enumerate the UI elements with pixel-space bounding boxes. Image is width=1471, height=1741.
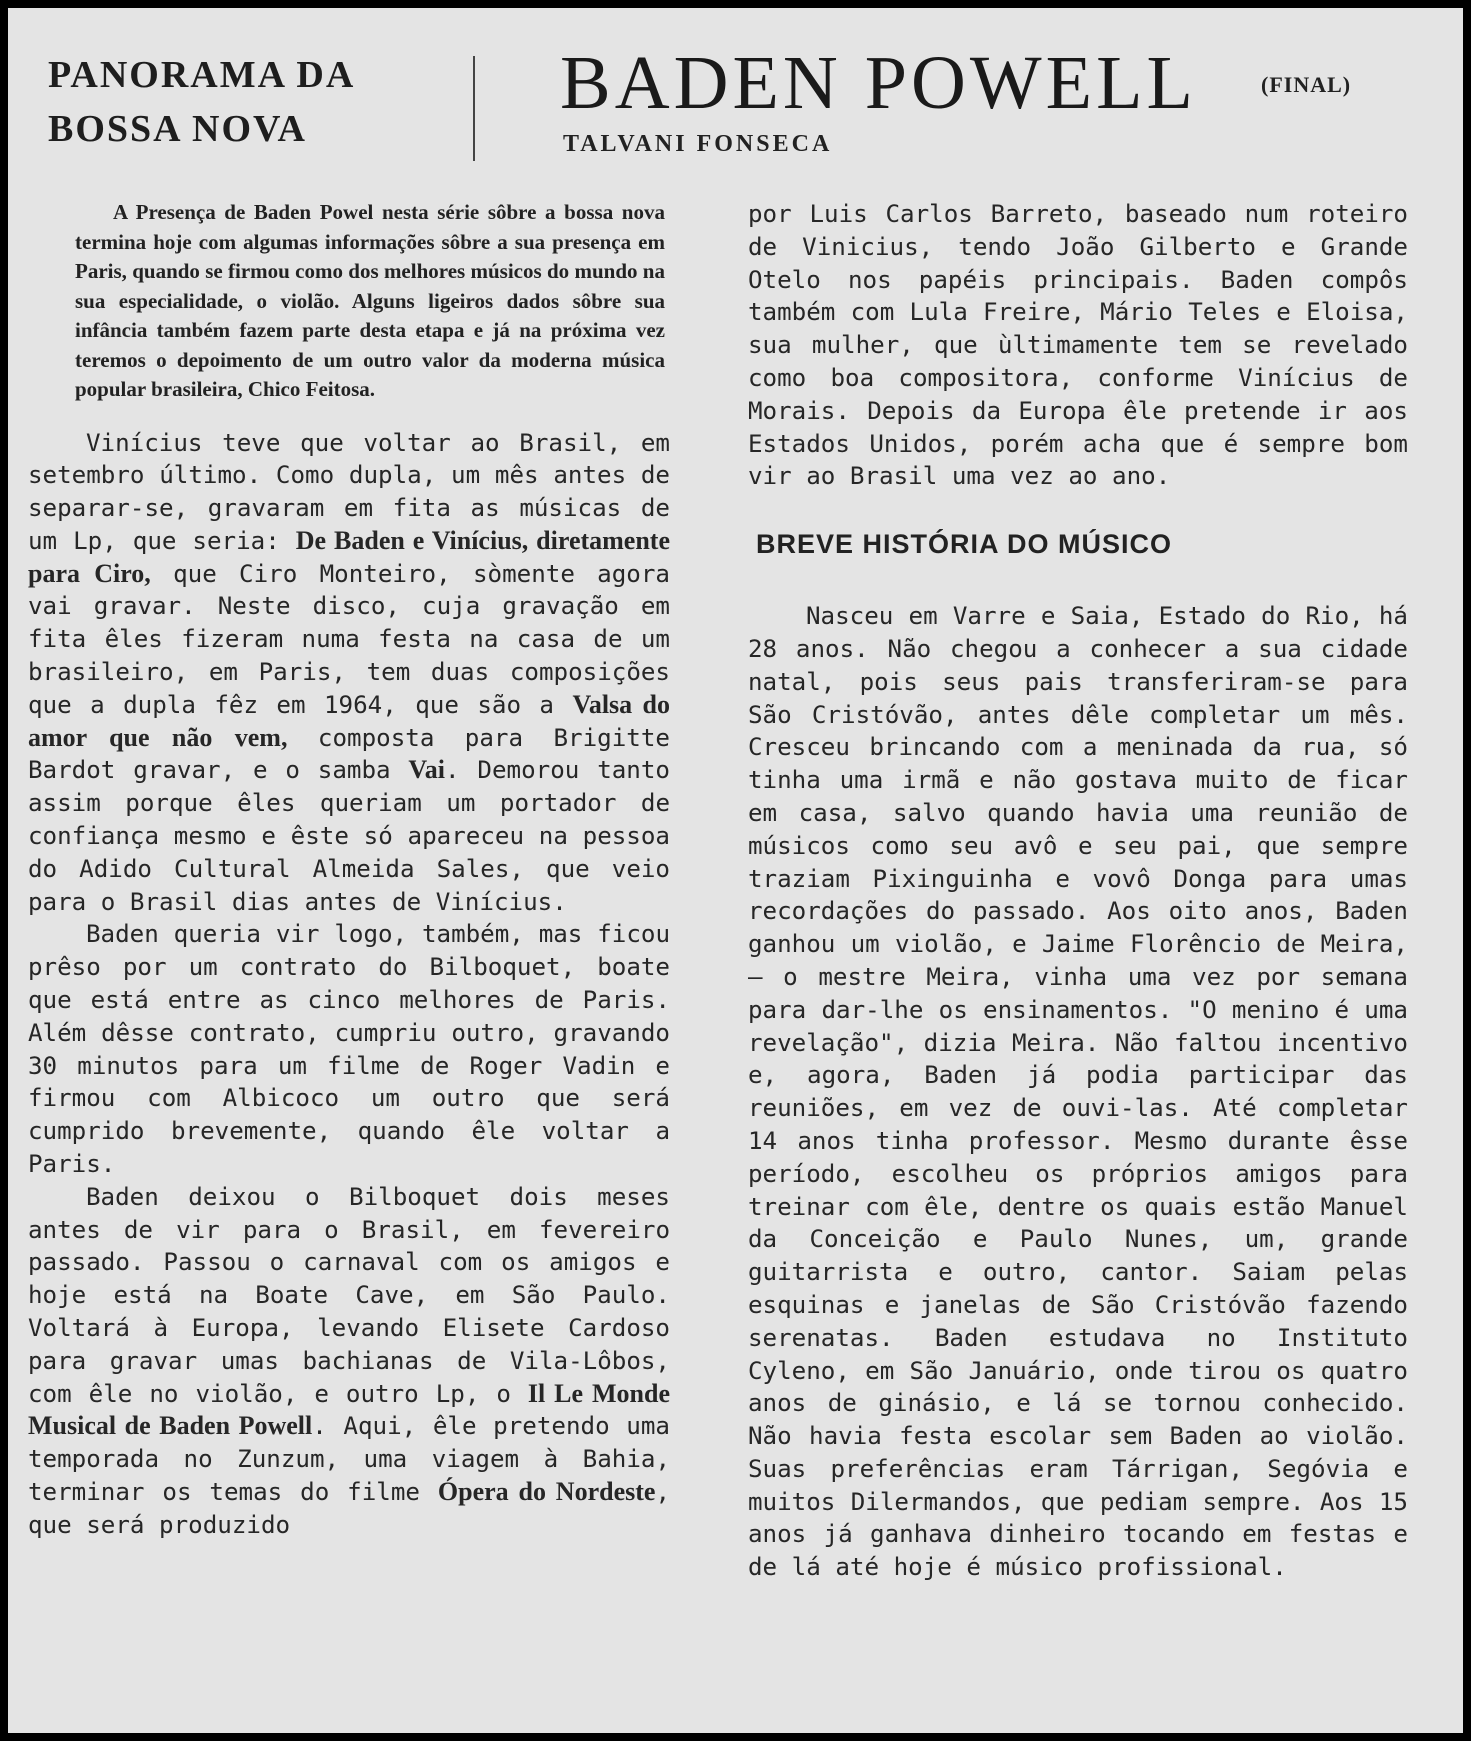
paragraph-2: Baden queria vir logo, também, mas ficou prêso por um contrato do Bilboquet, boate que está entre as cinco melhores de Paris. Além dêsse contrato, cumpriu outro, gravando 30 minutos para um filme de Roger Vadin e firmou com Albicoco um outro que será cumprido brevemente, quando êle voltar a Paris. <box>28 920 670 1179</box>
p3-text-d: , que será produzido <box>28 1478 670 1539</box>
paragraph-1 <box>28 427 670 919</box>
p3-bold-lp: Il Le Monde Musical de Baden Powell <box>28 1378 670 1441</box>
paragraph-3 <box>28 1181 670 1542</box>
series-title-line1: PANORAMA DA <box>48 54 356 96</box>
header-divider <box>473 56 475 161</box>
section-heading: BREVE HISTÓRIA DO MÚSICO <box>756 529 1173 560</box>
intro-paragraph <box>75 198 665 405</box>
paragraph-5: Nasceu em Varre e Saia, Estado do Rio, há 28 anos. Não chegou a conhecer a sua cidade natal, pois seus pais transferiram-se para São Cristóvão, antes dêle completar um mês. Cresceu brincando com a meninada da rua, só tinha uma irmã e não gostava muito de ficar em casa, salvo quando havia uma reunião de músicos como seu avô e seu pai, que sempre traziam Pixinguinha e vovô Donga para umas recordações do passado. Aos oito anos, Baden ganhou um violão, e Jaime Florêncio de Meira, — o mestre Meira, vinha uma vez por semana para dar-lhe os ensinamentos. "O menino é uma revelação", dizia Meira. Não faltou incentivo e, agora, Baden já podia participar das reuniões, em vez de ouvi-las. Até completar 14 anos tinha professor. Mesmo durante êsse período, escolheu os próprios amigos para treinar com êle, dentre os quais estão Manuel da Conceição e Paulo Nunes, um, grande guitarrista e outro, cantor. Saiam pelas esquinas e janelas de São Cristóvão fazendo serenatas. Baden estudava no Instituto Cyleno, em São Januário, onde tirou os quatro anos de ginásio, e lá se tornou conhecido. Não havia festa escolar sem Baden ao violão. Suas preferências eram Tárrigan, Segóvia e muitos Dilermandos, que pediam sempre. Aos 15 anos já ganhava dinheiro tocando em festas e de lá até hoje é músico profissional. <box>748 602 1408 1582</box>
article-title: BADEN POWELL <box>560 41 1197 125</box>
author-byline: TALVANI FONSECA <box>563 131 833 157</box>
intro-text: A Presença de Baden Powel nesta série sôbre a bossa nova termina hoje com algumas informações sôbre a sua presença em Paris, quando se firmou como dos melhores músicos do mundo na sua especialidade, o violão. Alguns ligeiros dados sôbre sua infância também fazem parte desta etapa e já na próxima vez teremos o depoimento de um outro valor da moderna música popular brasileira, Chico Feitosa. <box>75 200 665 401</box>
right-column <box>748 198 1408 1584</box>
p1-text-e: . Demorou tanto assim porque êles queriam um portador de confiança mesmo e êste só apareceu na pessoa do Adido Cultural Almeida Sales, que veio para o Brasil dias antes de Vinícius. <box>28 756 670 916</box>
series-title-line2: BOSSA NOVA <box>48 108 308 150</box>
p1-bold-title: De Baden e Vinícius, diretamente para Ciro, <box>28 525 670 588</box>
p1-bold-waltz: Valsa do amor que não vem, <box>28 689 670 752</box>
p1-text-d: composta para Brigitte Bardot gravar, e o samba <box>28 723 670 785</box>
p1-text-a: Vinícius teve que voltar ao Brasil, em setembro último. Como dupla, um mês antes de separar-se, gravaram em fita as músicas de um Lp, que seria: <box>28 428 670 555</box>
series-title <box>48 48 428 156</box>
paragraph-4: por Luis Carlos Barreto, baseado num roteiro de Vinicius, tendo João Gilberto e Grande Otelo nos papéis principais. Baden compôs também com Lula Freire, Mário Teles e Eloisa, sua mulher, que ùltimamente tem se revelado como boa compositora, conforme Vinícius de Morais. Depois da Europa êle pretende ir aos Estados Unidos, porém acha que é sempre bom vir ao Brasil uma vez ao ano. <box>748 200 1408 491</box>
final-label: (FINAL) <box>1261 72 1352 97</box>
p3-text-c: . Aqui, êle pretendo uma temporada no Zunzum, uma viagem à Bahia, terminar os temas do filme <box>28 1412 670 1506</box>
p3-text-a: Baden deixou o Bilboquet dois meses antes de vir para o Brasil, em fevereiro passado. Passou o carnaval com os amigos e hoje está na Boate Cave, em São Paulo. Voltará à Europa, levando Elisete Cardoso para gravar umas bachianas de Vila-Lôbos, com êle no violão, e outro Lp, o <box>28 1182 670 1408</box>
left-column <box>28 198 670 1542</box>
p1-bold-vai: Vai <box>408 755 446 785</box>
p1-text-c: que Ciro Monteiro, sòmente agora vai gravar. Neste disco, cuja gravação em fita êles fizeram numa festa na casa de um brasileiro, em Paris, tem duas composições que a dupla fêz em 1964, que são a <box>28 559 670 719</box>
p3-bold-film: Ópera do Nordeste <box>437 1477 656 1506</box>
newspaper-clipping <box>8 8 1463 1733</box>
